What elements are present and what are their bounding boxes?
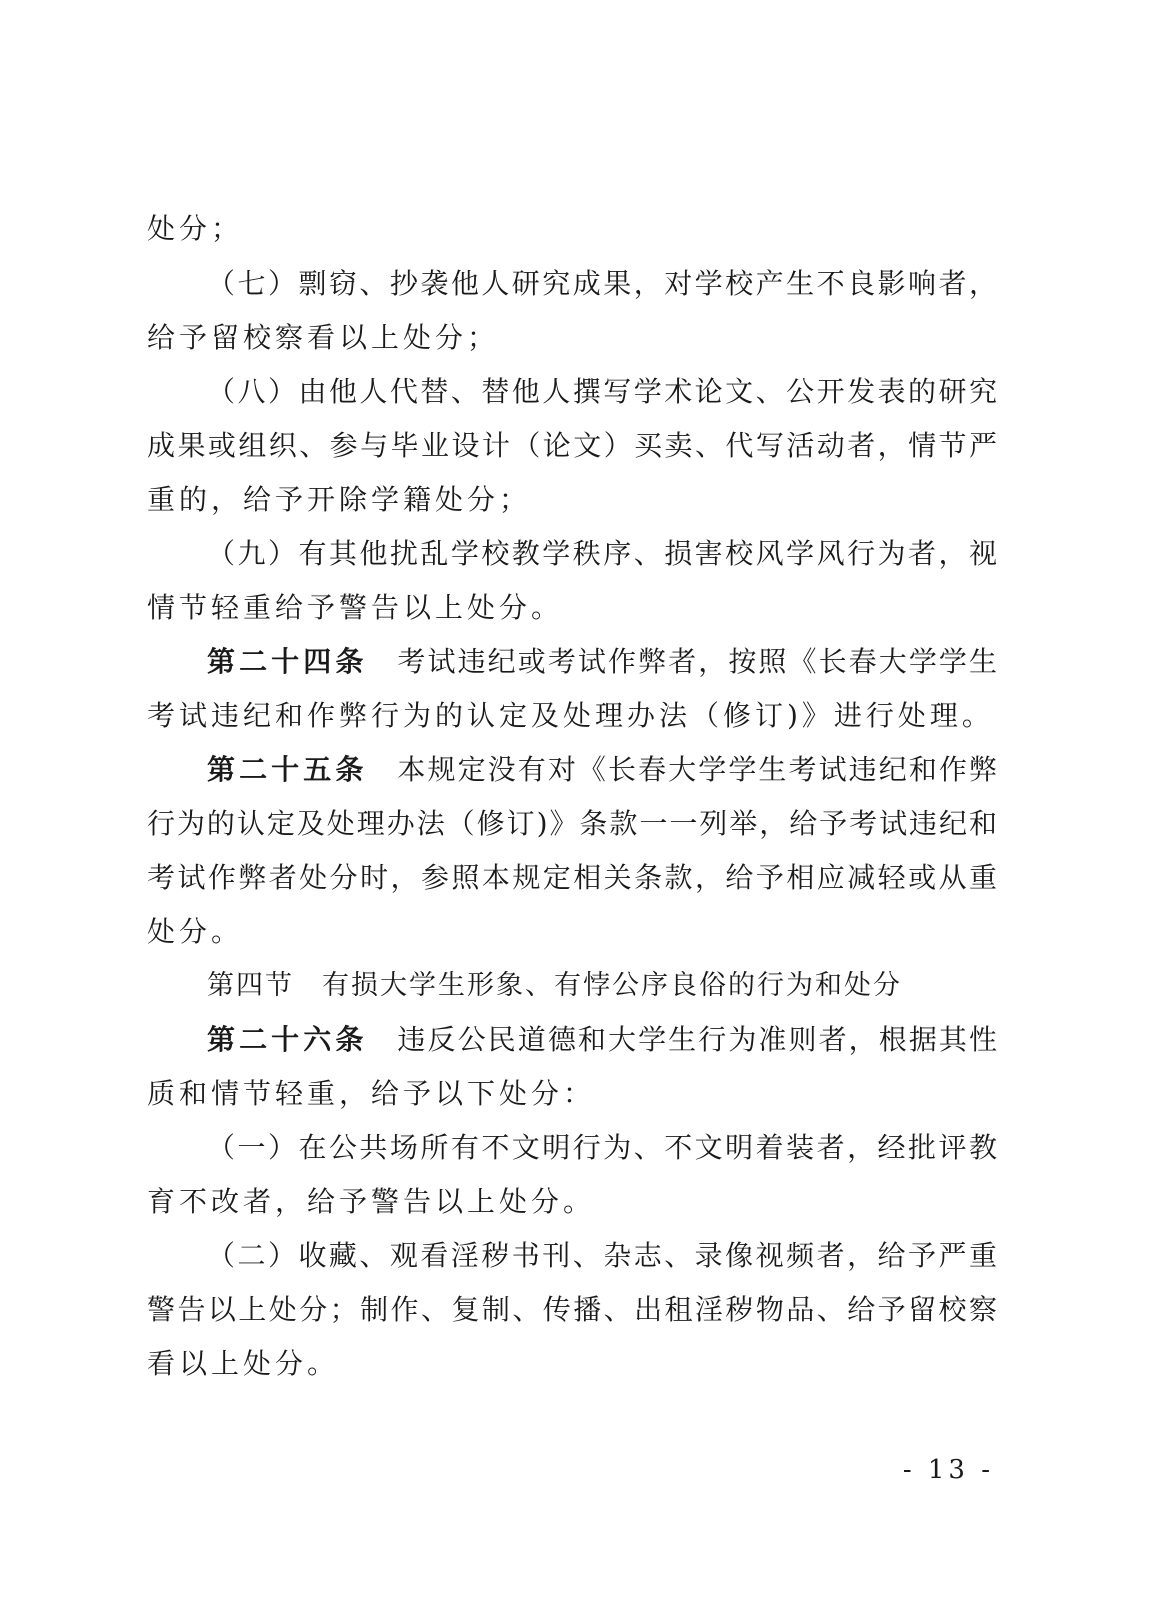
paragraph-line: 情节轻重给予警告以上处分。 [147, 591, 564, 624]
paragraph-line: 警告以上处分；制作、复制、传播、出租淫秽物品、给予留校察 [147, 1293, 997, 1326]
paragraph-line: （二）收藏、观看淫秽书刊、杂志、录像视频者，给予严重 [207, 1239, 997, 1272]
paragraph-line: 行为的认定及处理办法（修订)》条款一一列举，给予考试违纪和 [147, 807, 997, 840]
paragraph-line: 处分。 [147, 915, 244, 948]
section-heading [207, 959, 902, 1013]
article-24-line [207, 635, 997, 689]
paragraph-line: 考试违纪和作弊行为的认定及处理办法（修订)》进行处理。 [147, 699, 994, 732]
paragraph-line: 处分； [147, 212, 244, 245]
paragraph-line: 看以上处分。 [147, 1347, 340, 1380]
article-label: 第二十四条 [207, 645, 368, 678]
paragraph-line: 给予留校察看以上处分； [147, 321, 500, 354]
section-number: 第四节 [207, 970, 294, 1001]
article-26-line [207, 1013, 997, 1067]
section-title: 有损大学生形象、有悖公序良俗的行为和处分 [322, 970, 902, 1001]
paragraph-line: （七）剽窃、抄袭他人研究成果，对学校产生不良影响者， [207, 267, 997, 300]
paragraph-line: 成果或组织、参与毕业设计（论文）买卖、代写活动者，情节严 [147, 429, 997, 462]
article-label: 第二十六条 [207, 1023, 368, 1056]
article-text: 违反公民道德和大学生行为准则者，根据其性 [397, 1023, 997, 1056]
page-number: - 13 - [902, 1455, 994, 1485]
article-text: 考试违纪或考试作弊者，按照《长春大学学生 [397, 645, 997, 678]
paragraph-line: 育不改者，给予警告以上处分。 [147, 1185, 596, 1218]
paragraph-line: （一）在公共场所有不文明行为、不文明着装者，经批评教 [207, 1131, 997, 1164]
article-label: 第二十五条 [207, 753, 368, 786]
paragraph-line: 重的，给予开除学籍处分； [147, 483, 532, 516]
paragraph-line: 质和情节轻重，给予以下处分： [147, 1077, 596, 1110]
article-25-line [207, 743, 997, 797]
article-text: 本规定没有对《长春大学学生考试违纪和作弊 [397, 753, 997, 786]
paragraph-line: （九）有其他扰乱学校教学秩序、损害校风学风行为者，视 [207, 537, 997, 570]
paragraph-line: （八）由他人代替、替他人撰写学术论文、公开发表的研究 [207, 375, 997, 408]
paragraph-line: 考试作弊者处分时，参照本规定相关条款，给予相应减轻或从重 [147, 861, 997, 894]
